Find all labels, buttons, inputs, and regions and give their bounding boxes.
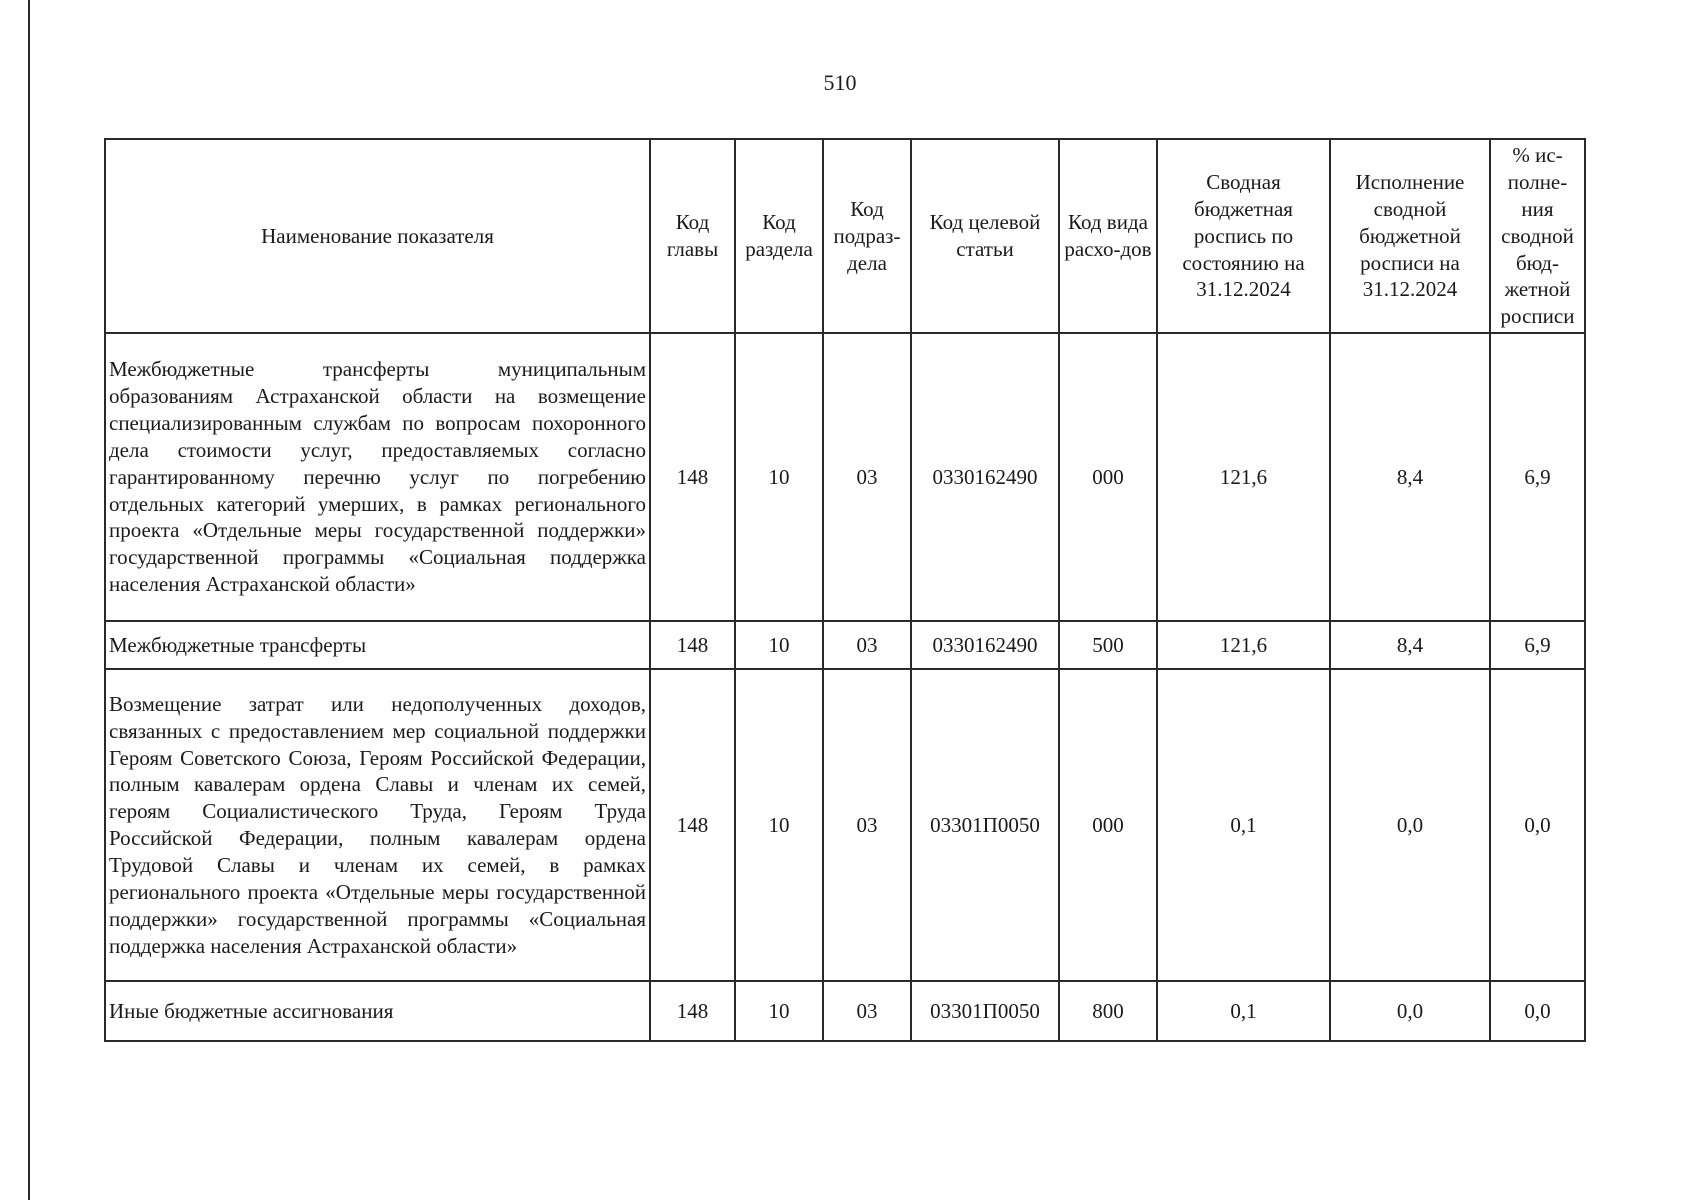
binding-edge-line bbox=[28, 0, 30, 1200]
row-rospis-cell: 0,1 bbox=[1157, 981, 1330, 1041]
row-procent-cell: 0,0 bbox=[1490, 669, 1585, 981]
header-kod-podrazdela: Код подраз-дела bbox=[823, 139, 911, 333]
row-celevaya-cell: 0330162490 bbox=[911, 333, 1059, 621]
row-glava-cell: 148 bbox=[650, 621, 735, 669]
row-vid-cell: 000 bbox=[1059, 669, 1157, 981]
row-razdel-cell: 10 bbox=[735, 333, 823, 621]
row-name-cell: Межбюджетные трансферты bbox=[105, 621, 650, 669]
row-rospis-cell: 121,6 bbox=[1157, 621, 1330, 669]
page-number: 510 bbox=[823, 70, 857, 95]
budget-table bbox=[104, 138, 1586, 1042]
row-ispolnenie-cell: 8,4 bbox=[1330, 621, 1490, 669]
row-podrazdel-cell: 03 bbox=[823, 981, 911, 1041]
header-svodnaya-rospis: Сводная бюджетная роспись по состоянию на 31.12.2024 bbox=[1157, 139, 1330, 333]
row-procent-cell: 6,9 bbox=[1490, 333, 1585, 621]
row-celevaya-cell: 03301П0050 bbox=[911, 981, 1059, 1041]
row-ispolnenie-cell: 8,4 bbox=[1330, 333, 1490, 621]
row-glava-cell: 148 bbox=[650, 333, 735, 621]
row-razdel-cell: 10 bbox=[735, 669, 823, 981]
row-podrazdel-cell: 03 bbox=[823, 621, 911, 669]
table-row bbox=[105, 669, 1585, 981]
row-podrazdel-cell: 03 bbox=[823, 669, 911, 981]
row-razdel-cell: 10 bbox=[735, 981, 823, 1041]
header-procent-ispolneniya: % ис-полне-ния сводной бюд-жетной росписи bbox=[1490, 139, 1585, 333]
row-procent-cell: 6,9 bbox=[1490, 621, 1585, 669]
row-glava-cell: 148 bbox=[650, 669, 735, 981]
table-row bbox=[105, 981, 1585, 1041]
header-ispolnenie: Исполнение сводной бюджетной росписи на 31.12.2024 bbox=[1330, 139, 1490, 333]
header-kod-glavy: Код главы bbox=[650, 139, 735, 333]
row-celevaya-cell: 0330162490 bbox=[911, 621, 1059, 669]
row-glava-cell: 148 bbox=[650, 981, 735, 1041]
table-header-row bbox=[105, 139, 1585, 333]
row-name-cell: Межбюджетные трансферты муниципальным образованиям Астраханской области на возмещение специализированным службам по вопросам похоронного дела стоимости услуг, предоставляемых согласно гарантированному перечню услуг по погребению отдельных категорий умерших, в рамках регионального проекта «Отдельные меры государственной поддержки» государственной программы «Социальная поддержка населения Астраханской области» bbox=[105, 333, 650, 621]
header-kod-razdela: Код раздела bbox=[735, 139, 823, 333]
row-name-cell: Возмещение затрат или недополученных доходов, связанных с предоставлением мер социальной поддержки Героям Советского Союза, Героям Российской Федерации, полным кавалерам ордена Славы и членам их семей, героям Социалистического Труда, Героям Труда Российской Федерации, полным кавалерам ордена Трудовой Славы и членам их семей, в рамках регионального проекта «Отдельные меры государственной поддержки» государственной программы «Социальная поддержка населения Астраханской области» bbox=[105, 669, 650, 981]
row-celevaya-cell: 03301П0050 bbox=[911, 669, 1059, 981]
row-razdel-cell: 10 bbox=[735, 621, 823, 669]
header-kod-vida-rashodov: Код вида расхо-дов bbox=[1059, 139, 1157, 333]
row-ispolnenie-cell: 0,0 bbox=[1330, 669, 1490, 981]
row-vid-cell: 800 bbox=[1059, 981, 1157, 1041]
row-ispolnenie-cell: 0,0 bbox=[1330, 981, 1490, 1041]
row-vid-cell: 000 bbox=[1059, 333, 1157, 621]
header-name: Наименование показателя bbox=[105, 139, 650, 333]
row-vid-cell: 500 bbox=[1059, 621, 1157, 669]
table-row bbox=[105, 333, 1585, 621]
row-name-cell: Иные бюджетные ассигнования bbox=[105, 981, 650, 1041]
row-podrazdel-cell: 03 bbox=[823, 333, 911, 621]
row-procent-cell: 0,0 bbox=[1490, 981, 1585, 1041]
row-rospis-cell: 0,1 bbox=[1157, 669, 1330, 981]
table-row bbox=[105, 621, 1585, 669]
header-kod-celevoy-stati: Код целевой статьи bbox=[911, 139, 1059, 333]
row-rospis-cell: 121,6 bbox=[1157, 333, 1330, 621]
